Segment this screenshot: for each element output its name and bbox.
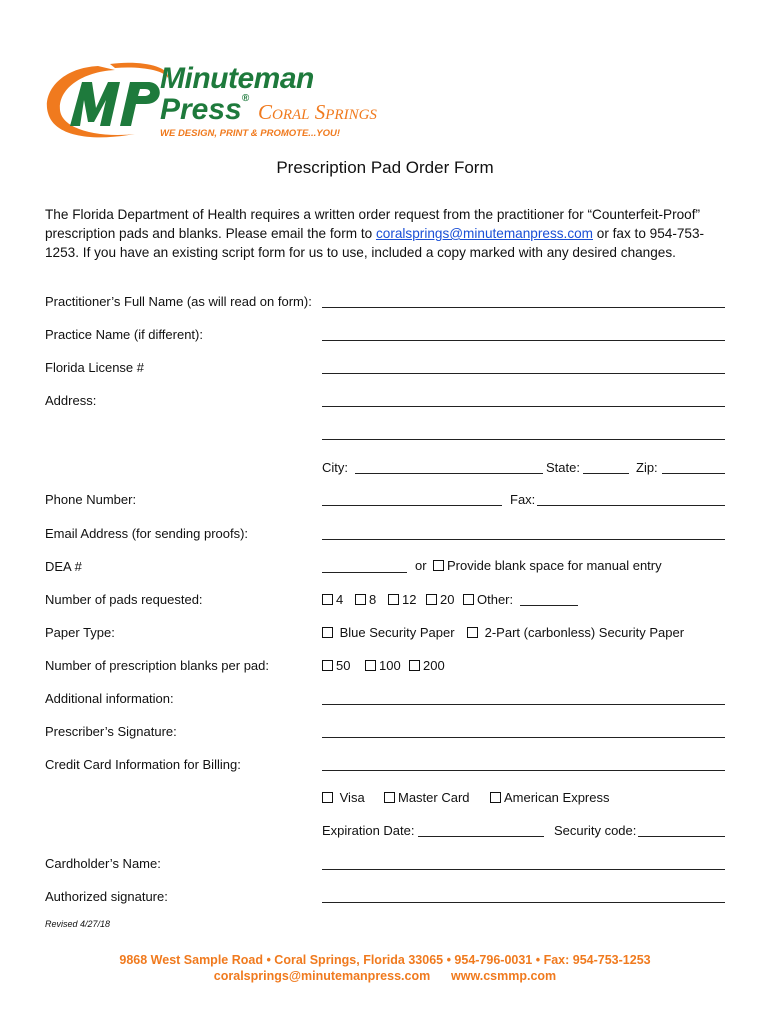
pads-12-checkbox[interactable]	[388, 594, 399, 605]
authorized-line[interactable]	[322, 902, 725, 903]
dea-label: DEA #	[45, 559, 82, 574]
pads-other-label: Other:	[477, 592, 514, 607]
mastercard-label: Master Card	[398, 790, 470, 805]
paper-2part-label: 2-Part (carbonless) Security Paper	[484, 625, 685, 640]
blanks-100-checkbox[interactable]	[365, 660, 376, 671]
security-line[interactable]	[638, 836, 725, 837]
pads-12-label: 12	[402, 592, 417, 607]
visa-checkbox[interactable]	[322, 792, 333, 803]
pads-other-line[interactable]	[520, 605, 578, 606]
blanks-200-checkbox[interactable]	[409, 660, 420, 671]
additional-line[interactable]	[322, 704, 725, 705]
email-label: Email Address (for sending proofs):	[45, 526, 249, 541]
address-line-2[interactable]	[322, 439, 725, 440]
card-option-amex[interactable]	[490, 790, 609, 805]
card-option-mastercard[interactable]	[384, 790, 470, 805]
zip-line[interactable]	[662, 473, 725, 474]
logo-press-word: Press	[160, 93, 242, 126]
blanks-100-label: 100	[379, 658, 401, 673]
intro-paragraph	[45, 205, 735, 262]
practice-name-label: Practice Name (if different):	[45, 327, 203, 342]
city-line[interactable]	[355, 473, 543, 474]
amex-checkbox[interactable]	[490, 792, 501, 803]
phone-label: Phone Number:	[45, 492, 137, 507]
dea-blank-checkbox[interactable]	[433, 560, 444, 571]
footer-contact: coralsprings@minutemanpress.com www.csmmp.com	[213, 969, 557, 983]
logo-tagline: WE DESIGN, PRINT & PROMOTE...YOU!	[160, 128, 340, 139]
pads-option-20[interactable]	[426, 592, 454, 607]
pads-20-checkbox[interactable]	[426, 594, 437, 605]
email-line[interactable]	[322, 539, 725, 540]
intro-text-2: or fax to 954-753-1253. If you have an existing script form for us to use, included a copy marked with any desired changes.	[45, 226, 705, 260]
paper-blue-checkbox[interactable]	[322, 627, 333, 638]
logo-location: Coral Springs	[258, 100, 377, 124]
blanks-200-label: 200	[423, 658, 445, 673]
blanks-label: Number of prescription blanks per pad:	[45, 658, 270, 673]
phone-line[interactable]	[322, 505, 502, 506]
zip-label: Zip:	[636, 460, 658, 475]
footer-address: 9868 West Sample Road • Coral Springs, Florida 33065 • 954-796-0031 • Fax: 954-753-1253	[119, 953, 651, 967]
cardholder-label: Cardholder’s Name:	[45, 856, 161, 871]
expiration-line[interactable]	[418, 836, 544, 837]
cardholder-line[interactable]	[322, 869, 725, 870]
visa-label: Visa	[339, 790, 365, 805]
signature-label: Prescriber’s Signature:	[45, 724, 177, 739]
practice-name-line[interactable]	[322, 340, 725, 341]
paper-2part-checkbox[interactable]	[467, 627, 478, 638]
paper-label: Paper Type:	[45, 625, 115, 640]
signature-line[interactable]	[322, 737, 725, 738]
pads-option-4[interactable]	[322, 592, 343, 607]
fax-label: Fax:	[510, 492, 536, 507]
logo	[40, 58, 400, 148]
pads-option-other[interactable]	[463, 592, 513, 607]
dea-blank-option[interactable]	[433, 558, 662, 573]
blanks-option-200[interactable]	[409, 658, 445, 673]
logo-press	[160, 93, 249, 127]
mastercard-checkbox[interactable]	[384, 792, 395, 803]
logo-minuteman: Minuteman	[160, 62, 314, 95]
footer	[0, 952, 770, 984]
blanks-50-label: 50	[336, 658, 351, 673]
license-line[interactable]	[322, 373, 725, 374]
pads-option-8[interactable]	[355, 592, 376, 607]
blanks-option-50[interactable]	[322, 658, 350, 673]
intro-text-1: The Florida Department of Health requires a written order request from the practitioner for “Counterfeit-Proof” prescription pads and blanks. Please email the form to	[45, 207, 701, 241]
city-label: City:	[322, 460, 348, 475]
logo-registered: ®	[241, 93, 250, 104]
dea-blank-option-label: Provide blank space for manual entry	[447, 558, 662, 573]
state-line[interactable]	[583, 473, 629, 474]
license-label: Florida License #	[45, 360, 144, 375]
full-name-line[interactable]	[322, 307, 725, 308]
fax-line[interactable]	[537, 505, 725, 506]
pads-8-label: 8	[369, 592, 377, 607]
additional-label: Additional information:	[45, 691, 174, 706]
pads-label: Number of pads requested:	[45, 592, 203, 607]
authorized-label: Authorized signature:	[45, 889, 168, 904]
revised-date: Revised 4/27/18	[45, 919, 111, 929]
paper-option-blue[interactable]	[322, 625, 455, 640]
dea-or: or	[415, 558, 427, 573]
amex-label: American Express	[504, 790, 610, 805]
full-name-label: Practitioner’s Full Name (as will read on form):	[45, 294, 312, 309]
pads-other-checkbox[interactable]	[463, 594, 474, 605]
card-option-visa[interactable]	[322, 790, 365, 805]
address-line-1[interactable]	[322, 406, 725, 407]
pads-option-12[interactable]	[388, 592, 416, 607]
security-label: Security code:	[554, 823, 637, 838]
expiration-label: Expiration Date:	[322, 823, 415, 838]
pads-20-label: 20	[440, 592, 455, 607]
email-link[interactable]: coralsprings@minutemanpress.com	[375, 226, 593, 241]
blanks-50-checkbox[interactable]	[322, 660, 333, 671]
pads-4-checkbox[interactable]	[322, 594, 333, 605]
form-title: Prescription Pad Order Form	[276, 158, 494, 177]
pads-4-label: 4	[336, 592, 344, 607]
dea-line[interactable]	[322, 572, 407, 573]
credit-card-line[interactable]	[322, 770, 725, 771]
address-label: Address:	[45, 393, 97, 408]
paper-blue-label: Blue Security Paper	[339, 625, 455, 640]
pads-8-checkbox[interactable]	[355, 594, 366, 605]
blanks-option-100[interactable]	[365, 658, 401, 673]
state-label: State:	[546, 460, 580, 475]
credit-card-label: Credit Card Information for Billing:	[45, 757, 241, 772]
paper-option-2part[interactable]	[467, 625, 684, 640]
